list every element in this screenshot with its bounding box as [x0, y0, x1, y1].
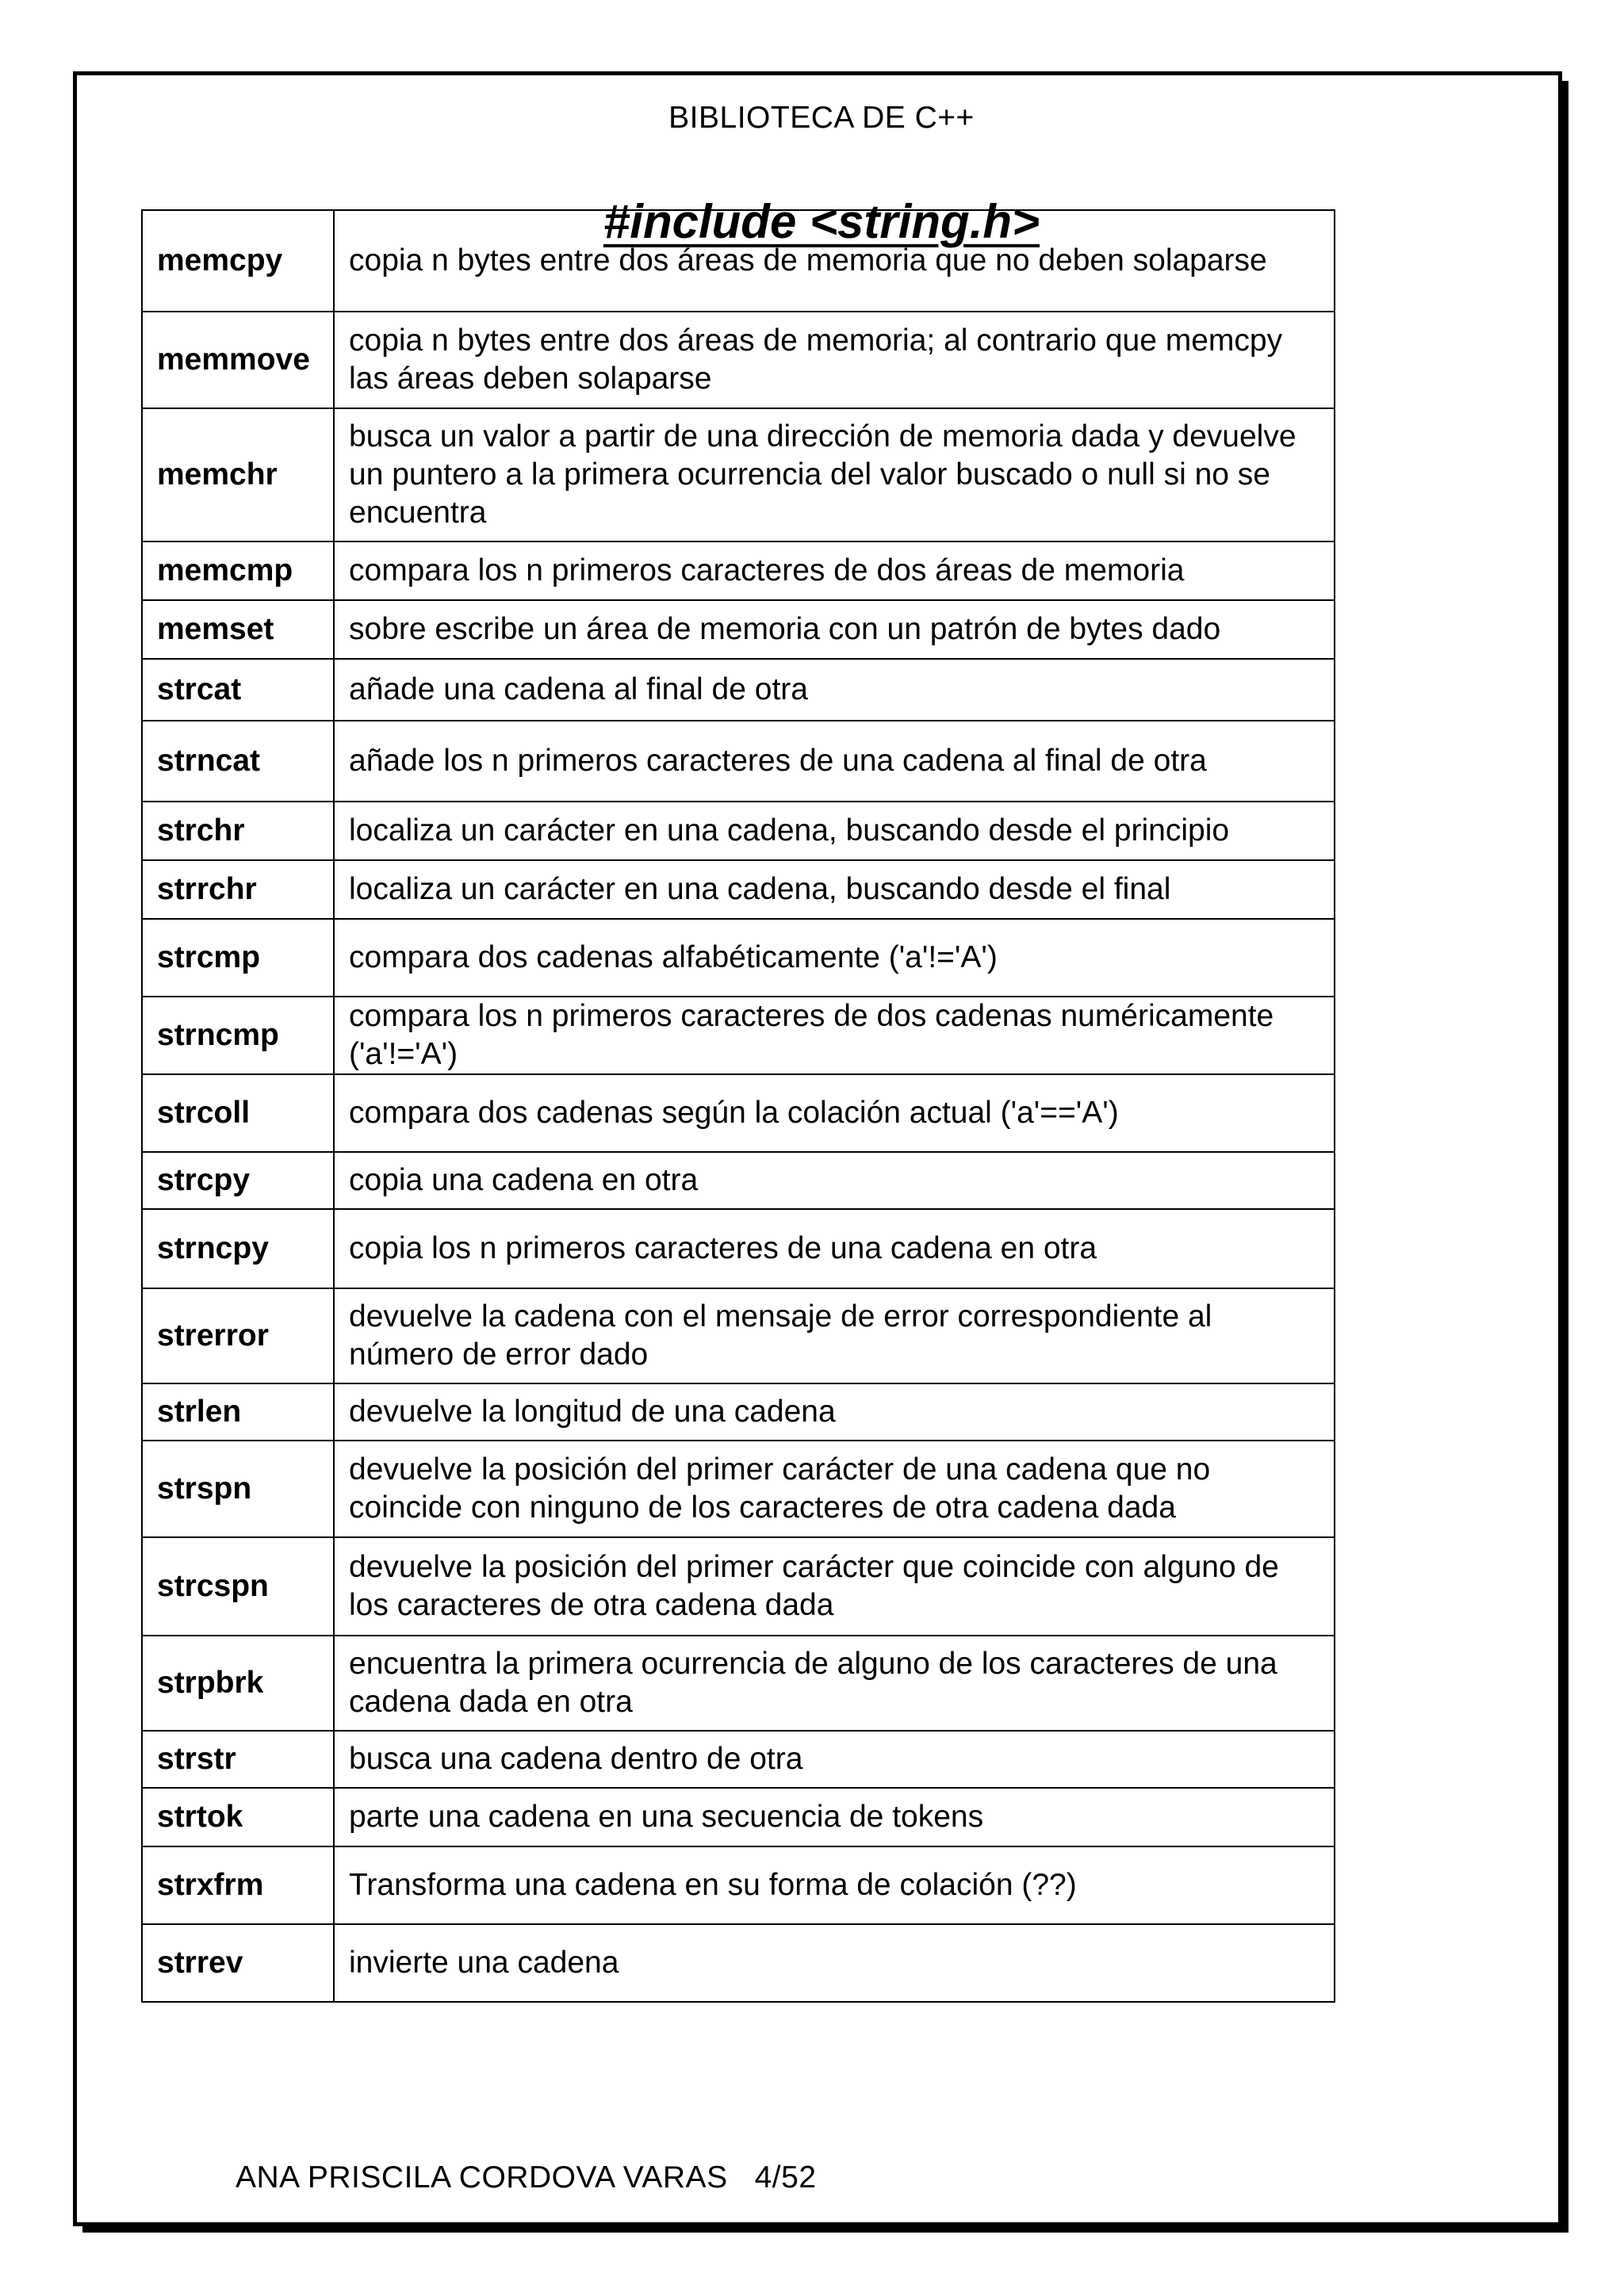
function-name: strncpy — [142, 1209, 334, 1288]
function-name: strrev — [142, 1924, 334, 2002]
function-description: Transforma una cadena en su forma de colación (??) — [334, 1846, 1335, 1924]
table-row — [142, 1441, 1335, 1537]
table-row — [142, 408, 1335, 541]
function-name: strncmp — [142, 997, 334, 1074]
table-row — [142, 1288, 1335, 1383]
footer-page-number: 4/52 — [754, 2160, 817, 2195]
function-name: strchr — [142, 802, 334, 860]
function-name: strcspn — [142, 1537, 334, 1636]
function-description: compara dos cadenas según la colación actual ('a'=='A') — [334, 1074, 1335, 1152]
function-description: añade los n primeros caracteres de una cadena al final de otra — [334, 721, 1335, 802]
function-name: strcmp — [142, 919, 334, 997]
function-name: strrchr — [142, 860, 334, 919]
table-row — [142, 1731, 1335, 1788]
table-row — [142, 1788, 1335, 1846]
function-name: memmove — [142, 312, 334, 408]
function-name: strcoll — [142, 1074, 334, 1152]
table-row — [142, 312, 1335, 408]
function-description: copia los n primeros caracteres de una cadena en otra — [334, 1209, 1335, 1288]
functions-table — [141, 209, 1335, 2003]
table-row — [142, 721, 1335, 802]
function-description: añade una cadena al final de otra — [334, 659, 1335, 721]
function-name: strpbrk — [142, 1636, 334, 1731]
table-row — [142, 919, 1335, 997]
function-name: memcmp — [142, 541, 334, 600]
page-title: #include <string.h> — [603, 195, 1040, 248]
function-name: memcpy — [142, 210, 334, 312]
function-name: strtok — [142, 1788, 334, 1846]
table-row — [142, 600, 1335, 659]
function-description: parte una cadena en una secuencia de tokens — [334, 1788, 1335, 1846]
function-description: localiza un carácter en una cadena, buscando desde el final — [334, 860, 1335, 919]
function-name: memset — [142, 600, 334, 659]
function-name: memchr — [142, 408, 334, 541]
function-description: encuentra la primera ocurrencia de alguno de los caracteres de una cadena dada en otra — [334, 1636, 1335, 1731]
table-row — [142, 659, 1335, 721]
function-name: strxfrm — [142, 1846, 334, 1924]
function-description: compara los n primeros caracteres de dos áreas de memoria — [334, 541, 1335, 600]
function-description: devuelve la posición del primer carácter de una cadena que no coincide con ninguno de los caracteres de otra cadena dada — [334, 1441, 1335, 1537]
page-footer — [236, 2160, 817, 2195]
footer-author: ANA PRISCILA CORDOVA VARAS — [236, 2160, 728, 2195]
function-name: strerror — [142, 1288, 334, 1383]
function-description: invierte una cadena — [334, 1924, 1335, 2002]
function-description: devuelve la posición del primer carácter que coincide con alguno de los caracteres de otra cadena dada — [334, 1537, 1335, 1636]
function-name: strncat — [142, 721, 334, 802]
library-header: BIBLIOTECA DE C++ — [668, 101, 975, 135]
table-row — [142, 1846, 1335, 1924]
function-description: copia n bytes entre dos áreas de memoria que no deben solaparse — [334, 210, 1335, 312]
table-row — [142, 1924, 1335, 2002]
function-name: strcpy — [142, 1152, 334, 1209]
function-description: localiza un carácter en una cadena, buscando desde el principio — [334, 802, 1335, 860]
table-row — [142, 1209, 1335, 1288]
table-row — [142, 860, 1335, 919]
table-row — [142, 541, 1335, 600]
table-row — [142, 1636, 1335, 1731]
function-description: busca un valor a partir de una dirección de memoria dada y devuelve un puntero a la primera ocurrencia del valor buscado o null si no se encuentra — [334, 408, 1335, 541]
function-description: devuelve la longitud de una cadena — [334, 1383, 1335, 1441]
function-name: strcat — [142, 659, 334, 721]
function-description: devuelve la cadena con el mensaje de error correspondiente al número de error dado — [334, 1288, 1335, 1383]
function-description: compara los n primeros caracteres de dos cadenas numéricamente ('a'!='A') — [334, 997, 1335, 1074]
table-row — [142, 1537, 1335, 1636]
function-description: copia n bytes entre dos áreas de memoria; al contrario que memcpy las áreas deben solaparse — [334, 312, 1335, 408]
function-description: compara dos cadenas alfabéticamente ('a'!='A') — [334, 919, 1335, 997]
table-row — [142, 997, 1335, 1074]
function-description: busca una cadena dentro de otra — [334, 1731, 1335, 1788]
table-row — [142, 1074, 1335, 1152]
table-row — [142, 802, 1335, 860]
table-row — [142, 210, 1335, 312]
function-name: strlen — [142, 1383, 334, 1441]
table-row — [142, 1152, 1335, 1209]
function-name: strspn — [142, 1441, 334, 1537]
table-row — [142, 1383, 1335, 1441]
function-name: strstr — [142, 1731, 334, 1788]
function-description: sobre escribe un área de memoria con un patrón de bytes dado — [334, 600, 1335, 659]
function-description: copia una cadena en otra — [334, 1152, 1335, 1209]
